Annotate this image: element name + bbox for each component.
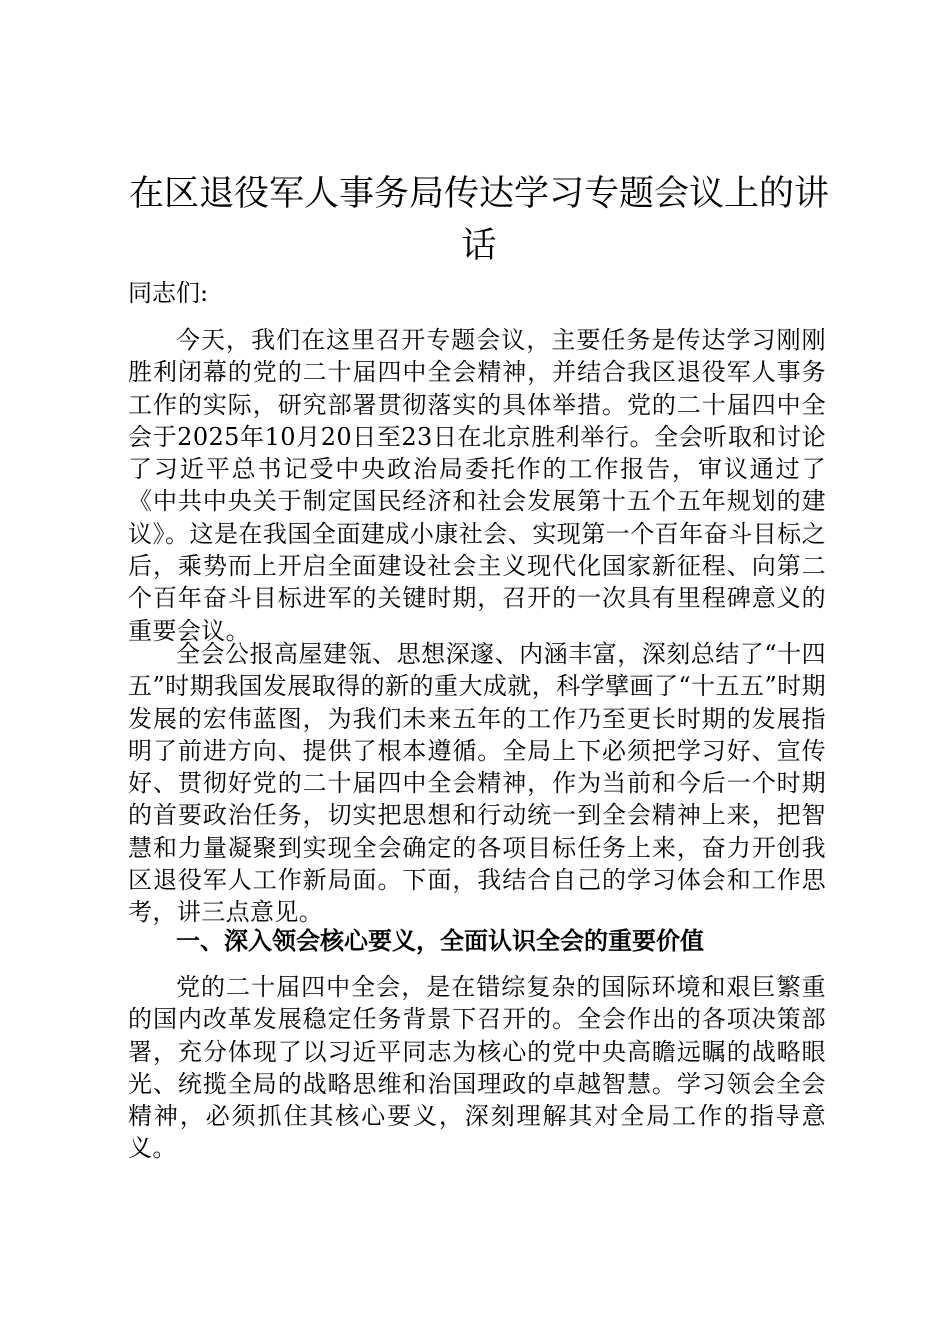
section-paragraph: 党的二十届四中全会，是在错综复杂的国际环境和艰巨繁重的国内改革发展稳定任务背景下召开的。全会作出的各项决策部署，充分体现了以习近平同志为核心的党中央高瞻远瞩的战略眼光、统揽全局的战略思维和治国理政的卓越智慧。学习领会全会精神，必须抓住其核心要义，深刻理解其对全局工作的指导意义。 — [128, 973, 826, 1163]
paragraph-1: 今天，我们在这里召开专题会议，主要任务是传达学习刚刚胜利闭幕的党的二十届四中全会精神，并结合我区退役军人事务工作的实际，研究部署贯彻落实的具体举措。党的二十届四中全会于2025年10月20日至23日在北京胜利举行。全会听取和讨论了习近平总书记受中央政治局委托作的工作报告，审议通过了《中共中央关于制定国民经济和社会发展第十五个五年规划的建议》。这是在我国全面建成小康社会、实现第一个百年奋斗目标之后，乘势而上开启全面建设社会主义现代化国家新征程、向第二个百年奋斗目标进军的关键时期，召开的一次具有里程碑意义的重要会议。 — [128, 326, 826, 645]
section-heading: 一、深入领会核心要义，全面认识全会的重要价值 — [176, 927, 704, 955]
salutation: 同志们: — [128, 279, 209, 307]
paragraph-2: 全会公报高屋建瓴、思想深邃、内涵丰富，深刻总结了“十四五”时期我国发展取得的新的重大成就，科学擘画了“十五五”时期发展的宏伟蓝图，为我们未来五年的工作乃至更长时期的发展指明了前进方向、提供了根本遵循。全局上下必须把学习好、宣传好、贯彻好党的二十届四中全会精神，作为当前和今后一个时期的首要政治任务，切实把思想和行动统一到全会精神上来，把智慧和力量凝聚到实现全会确定的各项目标任务上来，奋力开创我区退役军人工作新局面。下面，我结合自己的学习体会和工作思考，讲三点意见。 — [128, 640, 826, 927]
document-title: 在区退役军人事务局传达学习专题会议上的讲话 — [128, 174, 829, 266]
